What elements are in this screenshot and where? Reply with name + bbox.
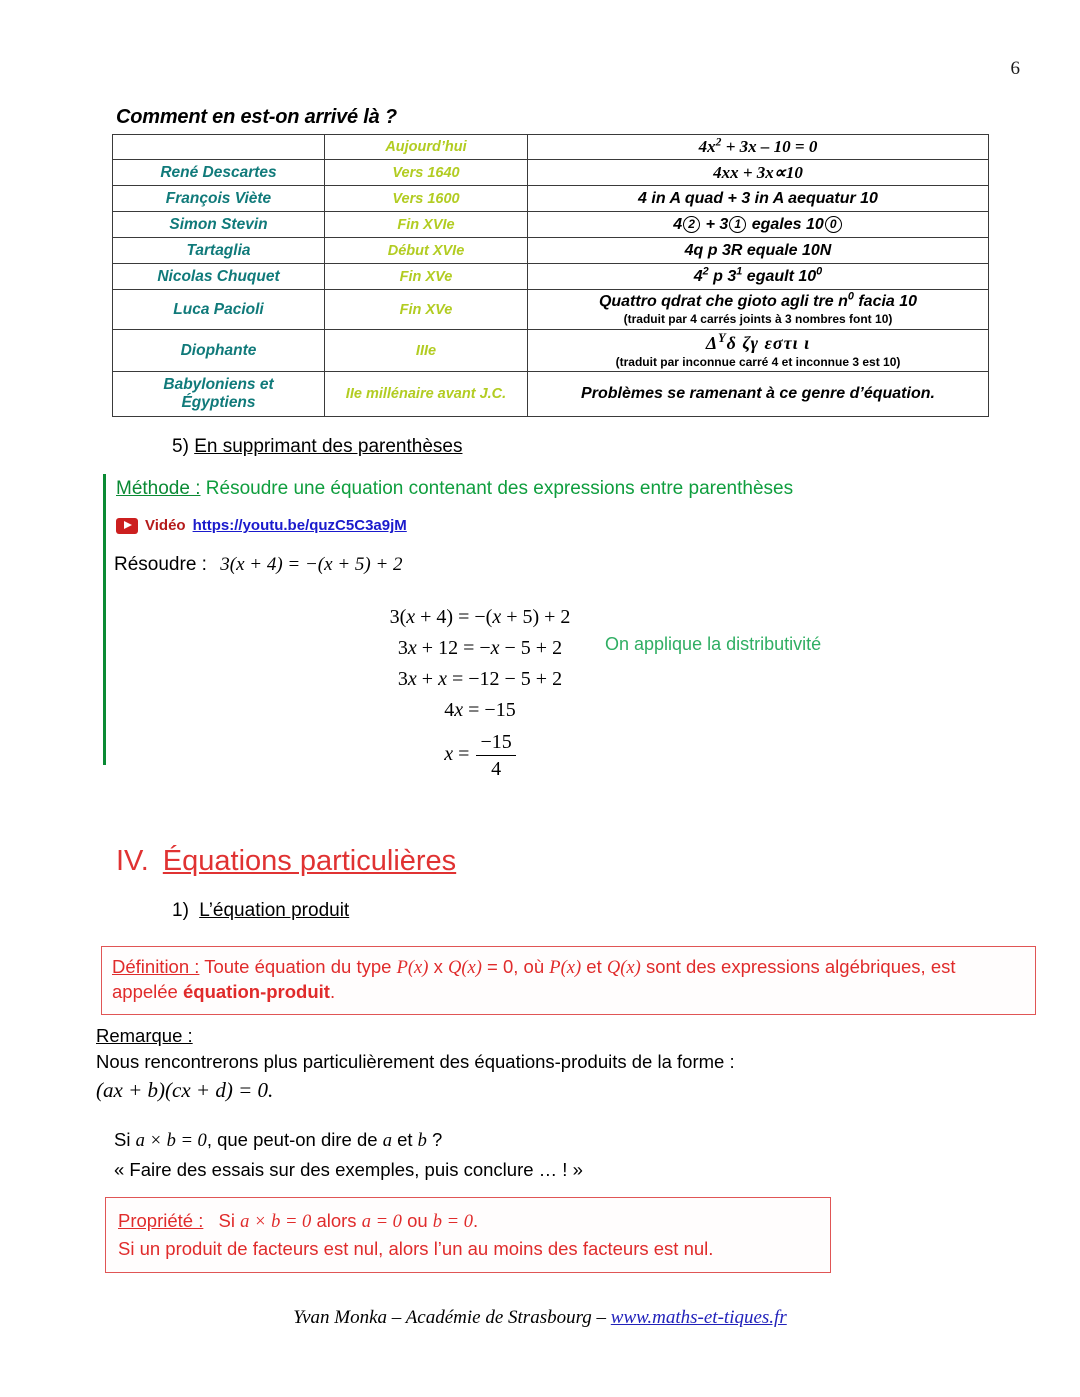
question-line1: Si a × b = 0, que peut-on dire de a et b ? — [114, 1129, 443, 1151]
fraction-bar — [476, 755, 515, 756]
definition-part1: Toute équation du type — [199, 956, 397, 977]
derivation-line: 4x = −15 — [444, 699, 516, 721]
remarque-line2: (ax + b)(cx + d) = 0. — [96, 1077, 274, 1102]
cell-person: Tartaglia — [113, 238, 325, 264]
cell-person: Luca Pacioli — [113, 290, 325, 330]
cell-equation: $\Delta^\Upsilon\delta$ ζγ εστι ι (traduit par inconnue carré 4 et inconnue 3 est 10) — [528, 330, 989, 372]
page-number: 6 — [1010, 58, 1020, 79]
method-lead: Méthode : — [116, 478, 201, 499]
propriete-line1 — [118, 1208, 818, 1236]
definition-lead: Définition : — [112, 956, 200, 977]
cell-period: Fin XVIe — [325, 212, 528, 238]
cell-period: Fin XVe — [325, 264, 528, 290]
method-heading — [116, 478, 793, 500]
cell-person: Diophante — [113, 330, 325, 372]
footer-author: Yvan Monka – Académie de Strasbourg – — [293, 1307, 611, 1328]
subsection-5-heading — [172, 436, 462, 458]
propriete-statement: Si a × b = 0 alors a = 0 ou b = 0. — [218, 1210, 479, 1232]
cell-period: Aujourd’hui — [325, 135, 528, 160]
subsection-5-title: En supprimant des parenthèses — [194, 436, 463, 457]
cell-person: Nicolas Chuquet — [113, 264, 325, 290]
cell-translation: (traduit par 4 carrés joints à 3 nombres font 10) — [623, 312, 893, 326]
cell-equation: $4^2$ p $3^1$ egault $10^0$ — [528, 264, 989, 290]
resoudre-equation: 3(x + 4) = −(x + 5) + 2 — [220, 554, 403, 575]
subsection-1-title: L’équation produit — [199, 900, 350, 921]
cell-person: Babyloniens et Égyptiens — [113, 372, 325, 417]
table-row — [113, 372, 989, 417]
cell-person: René Descartes — [113, 160, 325, 186]
cell-person: Simon Stevin — [113, 212, 325, 238]
cell-period: IIe millénaire avant J.C. — [325, 372, 528, 417]
video-link[interactable]: https://youtu.be/quzC5C3a9jM — [192, 517, 407, 534]
table-row — [113, 135, 989, 160]
cell-equation: $4x^2 + 3x - 10 = 0$ — [528, 135, 989, 160]
propriete-line2: Si un produit de facteurs est nul, alors l’un au moins des facteurs est nul. — [118, 1237, 714, 1259]
fraction-numerator: −15 — [480, 731, 512, 753]
cell-equation: Quattro qdrat che gioto agli tre $n^0$ facia 10 (traduit par 4 carrés joints à 3 nombres font 10) — [528, 290, 989, 330]
history-table-body — [113, 135, 989, 417]
section-iv-heading — [116, 845, 456, 878]
propriete-lead: Propriété : — [118, 1210, 204, 1231]
video-row[interactable] — [116, 517, 407, 534]
definition-part4: sont des expressions algébriques, est appelée — [112, 956, 956, 1003]
cell-period: IIIe — [325, 330, 528, 372]
table-row — [113, 186, 989, 212]
section-iv-numeral: IV. — [116, 845, 149, 877]
resoudre-label: Résoudre : — [114, 554, 207, 575]
cell-person: François Viète — [113, 186, 325, 212]
resoudre-line — [114, 554, 403, 576]
cell-equation: 4 2 + 3 1 egales 10 0 — [528, 212, 989, 238]
definition-times: x — [428, 956, 448, 977]
definition-p-of-x-2: P(x) — [549, 958, 582, 978]
table-row — [113, 160, 989, 186]
definition-bold-term: équation-produit — [182, 981, 330, 1003]
definition-q-of-x-2: Q(x) — [606, 958, 641, 978]
derivation-final-line: x = $\frac{-15}{4}$ — [330, 730, 630, 781]
cell-period: Vers 1640 — [325, 160, 528, 186]
subsection-1-number: 1) — [172, 900, 189, 921]
footer — [0, 1307, 1080, 1329]
definition-p-of-x: P(x) — [396, 958, 429, 978]
cell-equation: 4xx + 3x∝10 — [528, 160, 989, 186]
fraction — [476, 730, 515, 781]
table-row — [113, 238, 989, 264]
table-row — [113, 330, 989, 372]
fraction-denominator: 4 — [491, 758, 502, 780]
cell-period: Fin XVe — [325, 290, 528, 330]
definition-box — [101, 946, 1036, 1015]
cell-person — [113, 135, 325, 160]
definition-q-of-x: Q(x) — [447, 958, 482, 978]
definition-part3: et — [581, 956, 607, 977]
method-green-bar — [103, 474, 106, 765]
derivation-block — [330, 602, 630, 781]
question-block — [114, 1126, 583, 1184]
cell-period: Vers 1600 — [325, 186, 528, 212]
remarque-lead: Remarque : — [96, 1025, 193, 1046]
cell-equation: 4q p 3R equale 10N — [528, 238, 989, 264]
video-label: Vidéo — [145, 517, 186, 534]
footer-site-link[interactable]: www.maths-et-tiques.fr — [610, 1307, 787, 1328]
derivation-note: On applique la distributivité — [605, 634, 822, 654]
subsection-1-heading — [172, 900, 349, 922]
definition-end: . — [329, 981, 336, 1003]
cell-period: Début XVIe — [325, 238, 528, 264]
propriete-box — [105, 1197, 831, 1273]
remarque-line1: Nous rencontrerons plus particulièrement des équations-produits de la forme : — [96, 1051, 735, 1073]
definition-part2: = 0, où — [481, 956, 550, 977]
section-iv-title: Équations particulières — [162, 845, 457, 877]
youtube-play-icon[interactable] — [116, 518, 138, 534]
method-text: Résoudre une équation contenant des expressions entre parenthèses — [200, 478, 794, 499]
table-row — [113, 212, 989, 238]
table-row — [113, 264, 989, 290]
cell-translation: (traduit par inconnue carré 4 et inconnue 3 est 10) — [615, 354, 901, 369]
table-row — [113, 290, 989, 330]
cell-equation: 4 in A quad + 3 in A aequatur 10 — [528, 186, 989, 212]
history-section-title: Comment en est-on arrivé là ? — [116, 106, 397, 128]
derivation-line: 3x + 12 = −x − 5 + 2 — [397, 637, 563, 659]
history-table — [112, 134, 989, 417]
derivation-line: 3(x + 4) = −(x + 5) + 2 — [389, 606, 571, 628]
question-line2: « Faire des essais sur des exemples, puis conclure … ! » — [114, 1158, 583, 1180]
subsection-5-number: 5) — [172, 436, 189, 457]
cell-equation: Problèmes se ramenant à ce genre d’équation. — [528, 372, 989, 417]
remarque-block — [96, 1023, 735, 1105]
derivation-line: 3x + x = −12 − 5 + 2 — [397, 668, 563, 690]
